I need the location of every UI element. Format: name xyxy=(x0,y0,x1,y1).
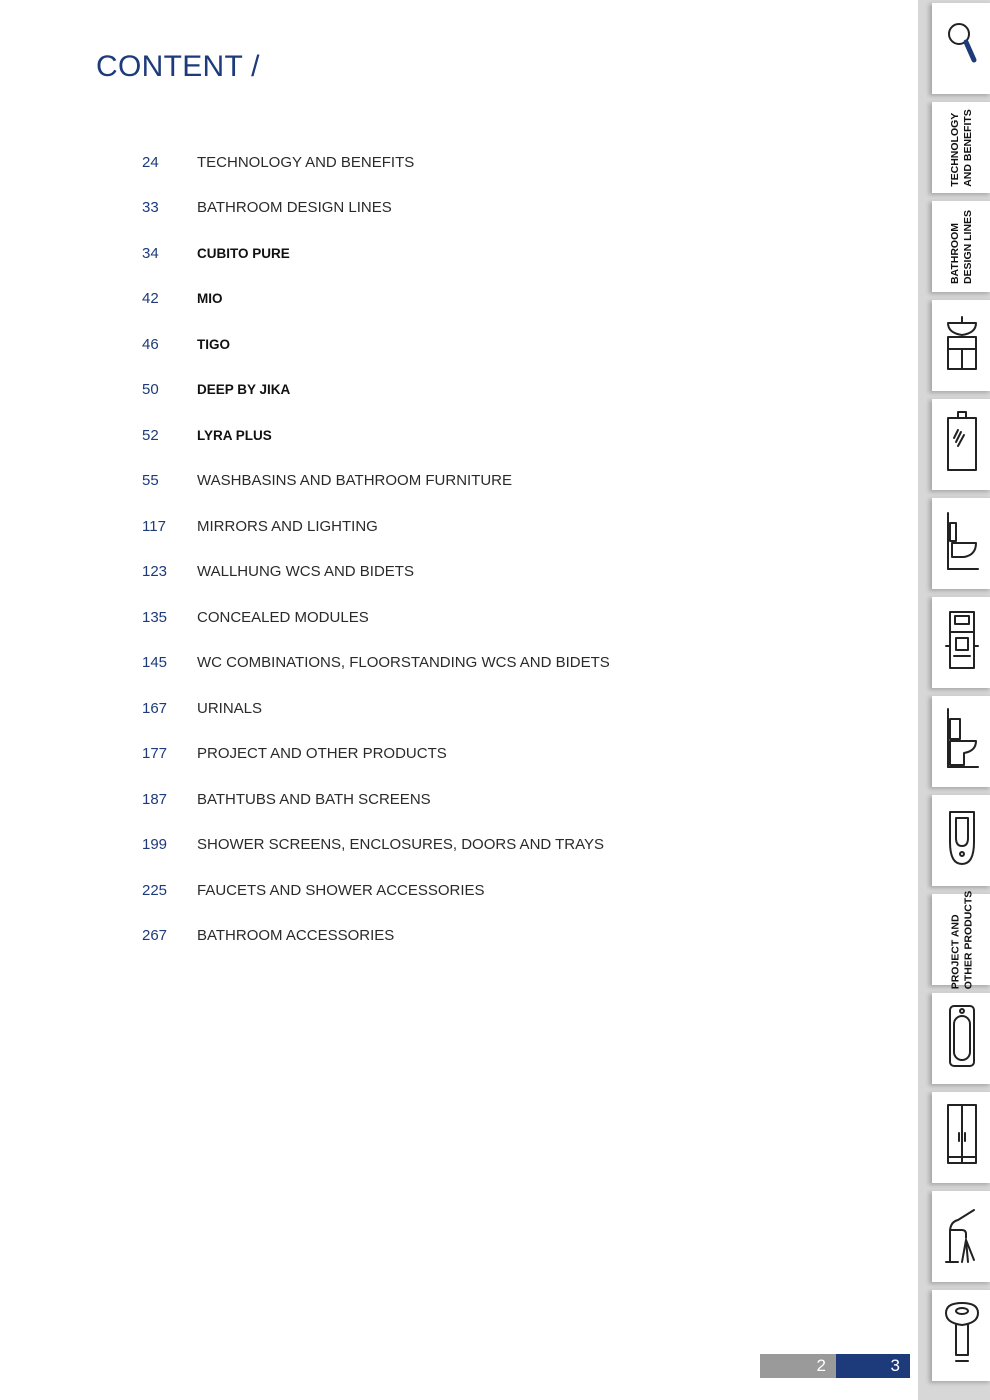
toc-label: WASHBASINS AND BATHROOM FURNITURE xyxy=(197,472,513,489)
toc-entry[interactable] xyxy=(0,242,800,264)
shower-enclosure-icon xyxy=(942,1100,982,1175)
toc-page-number: 42 xyxy=(142,290,159,307)
toc-page-number: 55 xyxy=(142,472,159,489)
sidebar-tab-floorstanding-wc[interactable] xyxy=(932,695,990,787)
toc-page-number: 117 xyxy=(142,517,166,535)
toc-label: BATHTUBS AND BATH SCREENS xyxy=(197,790,431,808)
toc-page-number: 52 xyxy=(142,426,159,444)
sidebar-tab-magnifier[interactable] xyxy=(932,2,990,94)
sidebar-tab-bathtub[interactable] xyxy=(932,992,990,1084)
toc-page-number: 177 xyxy=(142,745,168,762)
toc-page-number: 135 xyxy=(142,608,168,626)
toc-entry[interactable] xyxy=(0,197,800,219)
toc-page-number: 199 xyxy=(142,836,168,853)
toc-page-number: 167 xyxy=(142,699,168,717)
toc-page-number: 50 xyxy=(142,381,159,398)
toc-label: BATHROOM DESIGN LINES xyxy=(197,199,392,216)
sidebar-tab-urinal[interactable] xyxy=(932,794,990,886)
toc-label: MIO xyxy=(197,291,223,306)
toc-entry[interactable] xyxy=(0,561,800,583)
sidebar-tab-label xyxy=(949,890,975,989)
toc-entry[interactable] xyxy=(0,652,800,674)
toc-entry[interactable] xyxy=(0,333,800,355)
urinal-icon xyxy=(942,803,982,878)
toc-page-number: 34 xyxy=(142,244,159,262)
sidebar-tab-label-line1: TECHNOLOGY xyxy=(949,112,961,187)
toc-label: PROJECT AND OTHER PRODUCTS xyxy=(197,745,447,762)
toc-label: CONCEALED MODULES xyxy=(197,608,369,626)
toc-entry[interactable] xyxy=(0,697,800,719)
faucet-icon xyxy=(942,1199,982,1274)
toc-page-number: 33 xyxy=(142,199,159,216)
toc-page-number: 145 xyxy=(142,654,168,671)
toc-entry[interactable] xyxy=(0,879,800,901)
sidebar-tab-pedestal-basin[interactable] xyxy=(932,1289,990,1381)
bathtub-icon xyxy=(942,1001,982,1076)
toc-label: TECHNOLOGY AND BENEFITS xyxy=(197,153,415,171)
wallhung-wc-icon xyxy=(942,506,982,581)
toc-entry[interactable] xyxy=(0,606,800,628)
sidebar-tab-label-line1: PROJECT AND xyxy=(949,913,961,989)
toc-page-number: 123 xyxy=(142,563,168,580)
toc-label: FAUCETS AND SHOWER ACCESSORIES xyxy=(197,881,485,899)
toc-label: LYRA PLUS xyxy=(197,427,272,443)
toc-entry[interactable] xyxy=(0,743,800,765)
page-number-left: 2 xyxy=(760,1354,836,1378)
toc-page-number: 225 xyxy=(142,881,168,899)
mirror-light-icon xyxy=(942,407,982,482)
toc-label: CUBITO PURE xyxy=(197,245,290,261)
toc-label: WALLHUNG WCS AND BIDETS xyxy=(197,563,414,580)
toc-label: SHOWER SCREENS, ENCLOSURES, DOORS AND TRAYS xyxy=(197,836,605,853)
toc-entry[interactable] xyxy=(0,288,800,310)
sidebar-tab-label xyxy=(949,209,975,283)
toc-entry[interactable] xyxy=(0,424,800,446)
toc-label: TIGO xyxy=(197,336,230,352)
toc-page-number: 187 xyxy=(142,790,168,808)
sidebar-tab-label xyxy=(949,109,975,187)
sidebar-tab-label-line2: OTHER PRODUCTS xyxy=(962,890,974,989)
washbasin-cabinet-icon xyxy=(942,308,982,383)
sidebar-tab-wallhung-wc[interactable] xyxy=(932,497,990,589)
toc-page-number: 24 xyxy=(142,153,159,171)
sidebar-tab-concealed-module[interactable] xyxy=(932,596,990,688)
toc-entry[interactable] xyxy=(0,515,800,537)
sidebar-tab-label-line2: AND BENEFITS xyxy=(962,108,974,187)
sidebar-tab-text[interactable] xyxy=(932,890,990,989)
toc-entry[interactable] xyxy=(0,788,800,810)
sidebar-tab-shower-enclosure[interactable] xyxy=(932,1091,990,1183)
toc-label: DEEP BY JIKA xyxy=(197,382,291,397)
sidebar-tab-label-line1: BATHROOM xyxy=(949,222,962,284)
toc-page-number: 267 xyxy=(142,927,168,944)
toc-label: MIRRORS AND LIGHTING xyxy=(197,517,378,535)
toc-entry[interactable] xyxy=(0,470,800,492)
sidebar-tab-text[interactable] xyxy=(932,101,990,193)
pedestal-basin-icon xyxy=(942,1298,982,1373)
toc-label: WC COMBINATIONS, FLOORSTANDING WCS AND BIDETS xyxy=(197,654,610,671)
sidebar-tab-text[interactable] xyxy=(932,200,990,292)
page-number-right: 3 xyxy=(836,1354,910,1378)
toc-entry[interactable] xyxy=(0,151,800,173)
toc-entry[interactable] xyxy=(0,925,800,947)
toc-page-number: 46 xyxy=(142,335,159,353)
sidebar-tab-faucet[interactable] xyxy=(932,1190,990,1282)
page-title: CONTENT / xyxy=(96,50,260,83)
floorstanding-wc-icon xyxy=(942,704,982,779)
sidebar-tab-label-line2: DESIGN LINES xyxy=(962,209,975,284)
sidebar-tab-mirror-light[interactable] xyxy=(932,398,990,490)
toc-label: URINALS xyxy=(197,699,263,717)
magnifier-icon xyxy=(942,11,982,86)
toc-entry[interactable] xyxy=(0,834,800,856)
toc-label: BATHROOM ACCESSORIES xyxy=(197,927,395,944)
toc-entry[interactable] xyxy=(0,379,800,401)
sidebar-tab-washbasin-cabinet[interactable] xyxy=(932,299,990,391)
sidebar-tabs xyxy=(918,0,990,1400)
concealed-module-icon xyxy=(942,605,982,680)
